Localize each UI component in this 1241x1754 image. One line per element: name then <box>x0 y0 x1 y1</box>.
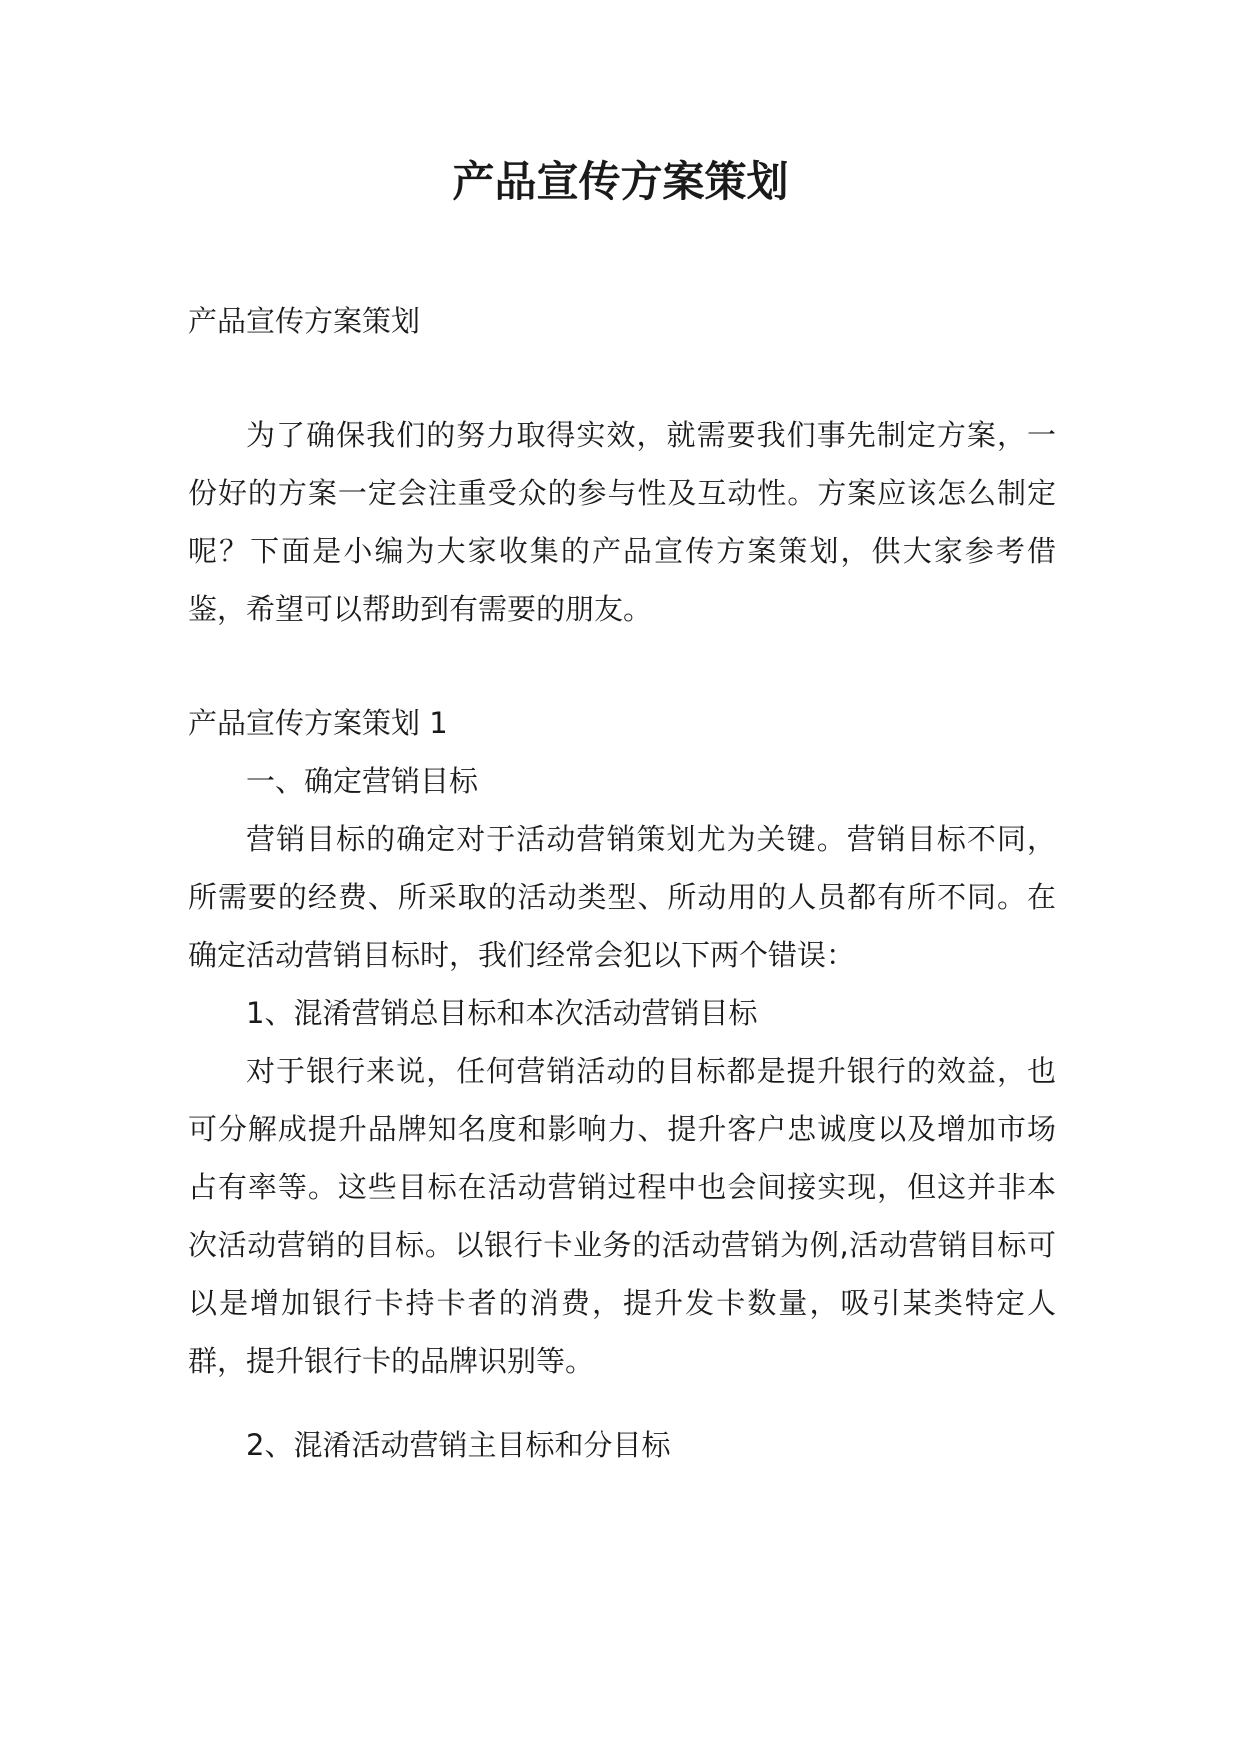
document-subtitle: 产品宣传方案策划 <box>188 304 421 338</box>
list-item-heading: 1、混淆营销总目标和本次活动营销目标 <box>246 996 758 1030</box>
document-title: 产品宣传方案策划 <box>452 157 789 206</box>
body-paragraph: 对于银行来说，任何营销活动的目标都是提升银行的效益，也可分解成提升品牌知名度和影响力、提升客户忠诚度以及增加市场占有率等。这些目标在活动营销过程中也会间接实现，但这并非本次活动营销的目标。以银行卡业务的活动营销为例,活动营销目标可以是增加银行卡持卡者的消费，提升发卡数量，吸引某类特定人群，提升银行卡的品牌识别等。 <box>188 1054 1056 1378</box>
list-item-heading: 2、混淆活动营销主目标和分目标 <box>246 1428 671 1462</box>
section-heading: 产品宣传方案策划 1 <box>188 706 448 740</box>
section-subheading: 一、确定营销目标 <box>246 764 479 798</box>
body-paragraph: 营销目标的确定对于活动营销策划尤为关键。营销目标不同，所需要的经费、所采取的活动类型、所动用的人员都有所不同。在确定活动营销目标时，我们经常会犯以下两个错误： <box>188 822 1056 972</box>
document-body <box>188 292 1056 1474</box>
intro-paragraph: 为了确保我们的努力取得实效，就需要我们事先制定方案，一份好的方案一定会注重受众的参与性及互动性。方案应该怎么制定呢？下面是小编为大家收集的产品宣传方案策划，供大家参考借鉴，希望可以帮助到有需要的朋友。 <box>188 418 1056 626</box>
